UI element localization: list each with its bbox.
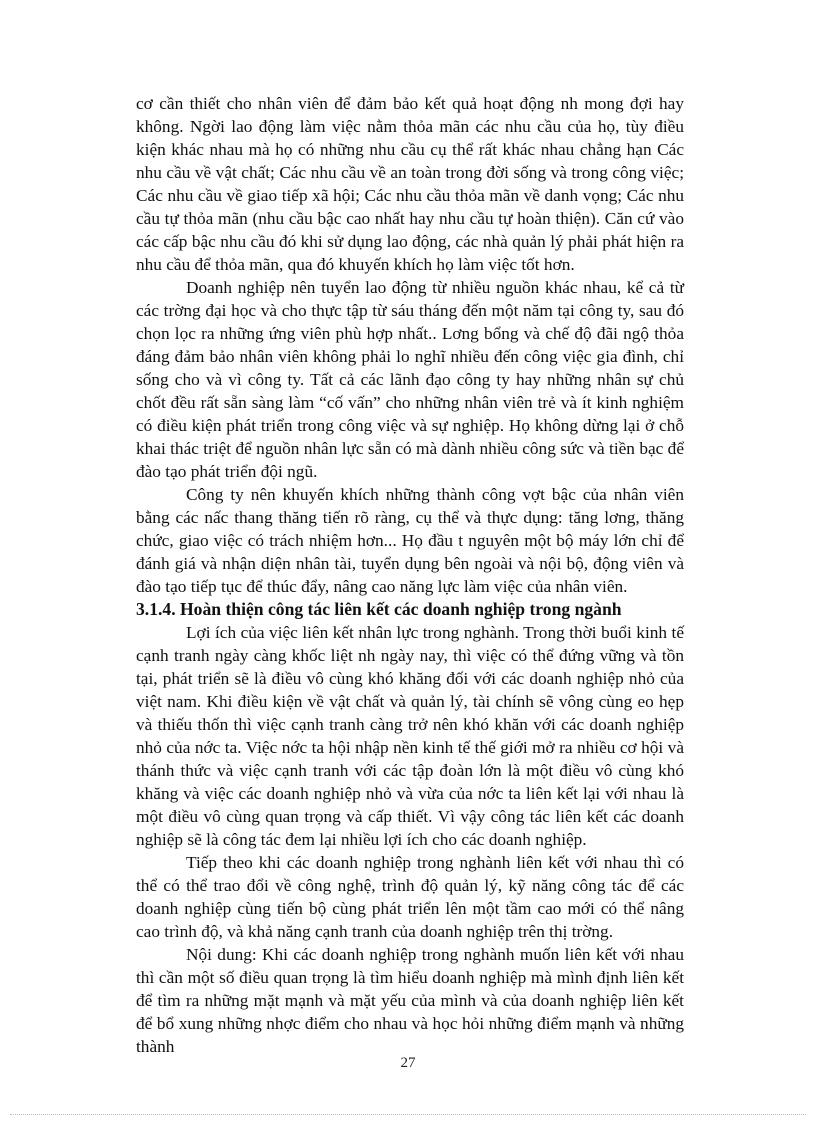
- paragraph-promotion: Công ty nên khuyến khích những thành công vợt bậc của nhân viên bằng các nấc thang thăng tiến rõ ràng, cụ thể và thực dụng: tăng lơng, thăng chức, giao việc có trách nhiệm hơn... Họ đầu t nguyên một bộ máy lớn chỉ để đánh giá và nhận diện nhân tài, tuyển dụng bên ngoài và nội bộ, động viên và đào tạo tiếp tục để thúc đẩy, nâng cao năng lực làm việc của nhân viên.: [136, 485, 684, 596]
- paragraph-benefits: Lợi ích của việc liên kết nhân lực trong nghành. Trong thời buổi kinh tế cạnh tranh ngày càng khốc liệt nh ngày nay, thì việc có thể đứng vững và tồn tại, phát triển sẽ là điều vô cùng khó khăng đối với các doanh nghiệp nhỏ của việt nam. Khi điều kiện về vật chất và quản lý, tài chính sẽ vông cùng eo hẹp và thiếu thốn thì việc cạnh tranh càng trở nên khó khăn với các doanh nghiệp nhỏ của nớc ta. Việc nớc ta hội nhập nền kinh tế thế giới mở ra nhiều cơ hội và thánh thức và việc cạnh tranh với các tập đoàn lớn là một điều vô cùng khó khăng và việc các doanh nghiệp nhỏ và vừa của nớc ta liên kết lại với nhau là một điều vô cùng quan trọng và cấp thiết. Vì vậy công tác liên kết các doanh nghiệp sẽ là công tác đem lại nhiều lợi ích cho các doanh nghiệp.: [136, 623, 684, 849]
- paragraph-content: Nội dung: Khi các doanh nghiệp trong nghành muốn liên kết với nhau thì cần một số điều quan trọng là tìm hiểu doanh nghiệp mà mình định liên kết để tìm ra những mặt mạnh và mặt yếu của mình và của doanh nghiệp liên kết để bổ xung những nhợc điểm cho nhau và học hỏi những điểm mạnh và những thành: [136, 945, 684, 1056]
- page-bottom-rule: [10, 1114, 806, 1115]
- paragraph-continued: cơ cần thiết cho nhân viên để đảm bảo kết quả hoạt động nh mong đợi hay không. Ngời lao động làm việc nằm thỏa mãn các nhu cầu của họ, tùy điều kiện khác nhau mà họ có những nhu cầu cụ thể rất khác nhau chẳng hạn Các nhu cầu về vật chất; Các nhu cầu về an toàn trong đời sống và trong công việc; Các nhu cầu về giao tiếp xã hội; Các nhu cầu thỏa mãn về danh vọng; Các nhu cầu tự thỏa mãn (nhu cầu bậc cao nhất hay nhu cầu tự hoàn thiện). Căn cứ vào các cấp bậc nhu cầu đó khi sử dụng lao động, các nhà quản lý phải phát hiện ra nhu cầu để thỏa mãn, qua đó khuyến khích họ làm việc tốt hơn.: [136, 94, 684, 274]
- section-heading: 3.1.4. Hoàn thiện công tác liên kết các doanh nghiệp trong ngành: [136, 599, 622, 619]
- page-number: 27: [400, 1055, 416, 1071]
- body-text: [136, 92, 684, 1058]
- paragraph-next: Tiếp theo khi các doanh nghiệp trong nghành liên kết với nhau thì có thể có thể trao đổi về công nghệ, trình độ quản lý, kỹ năng công tác để các doanh nghiệp cùng tiến bộ cùng phát triển lên một tầm cao mới có thể nâng cao trình độ, và khả năng cạnh tranh của doanh nghiệp trên thị trờng.: [136, 853, 684, 941]
- paragraph-recruitment: Doanh nghiệp nên tuyển lao động từ nhiều nguồn khác nhau, kể cả từ các trờng đại học và cho thực tập từ sáu tháng đến một năm tại công ty, sau đó chọn lọc ra những ứng viên phù hợp nhất.. Lơng bổng và chế độ đãi ngộ thỏa đáng đảm bảo nhân viên không phải lo nghĩ nhiều đến công việc gia đình, chỉ sống cho và vì công ty. Tất cả các lãnh đạo công ty hay những nhân sự chủ chốt đều rất sẵn sàng làm “cố vấn” cho những nhân viên trẻ và ít kinh nghiệm có điều kiện phát triển trong công việc và sự nghiệp. Họ không dừng lại ở chỗ khai thác triệt để nguồn nhân lực sẵn có mà dành nhiều công sức và tiền bạc để đào tạo phát triển đội ngũ.: [136, 278, 684, 481]
